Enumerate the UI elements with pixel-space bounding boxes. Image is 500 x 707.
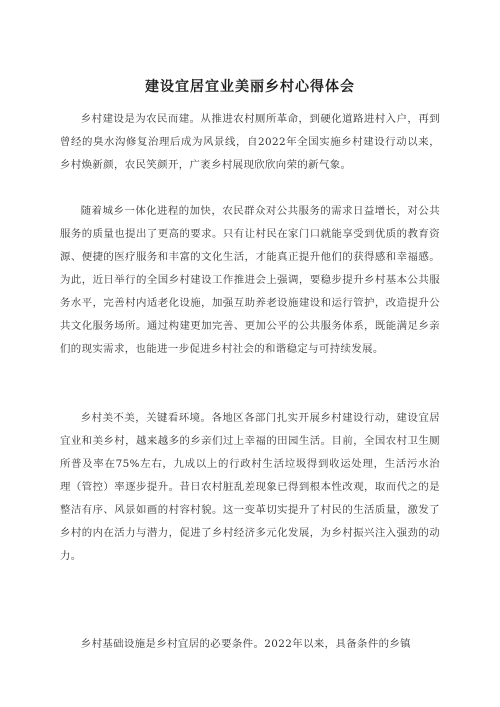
paragraph-4: 乡村基础设施是乡村宜居的必要条件。2022年以来，具备条件的乡镇 — [80, 638, 411, 650]
document-title: 建设宜居宜业美丽乡村心得体会 — [145, 79, 355, 95]
paragraph-1: 乡村建设是为农民而建。从推进农村厕所革命，到硬化道路进村入户，再到曾经的臭水沟修复治理后成为风景线，自2022年全国实施乡村建设行动以来，乡村焕新颜，农民笑颜开，广袤乡村展现欣欣向荣的新气象。 — [60, 113, 440, 171]
paragraph-2: 随着城乡一体化进程的加快，农民群众对公共服务的需求日益增长，对公共服务的质量也提出了更高的要求。只有让村民在家门口就能享受到优质的教育资源、便捷的医疗服务和丰富的文化生活，才能真正提升他们的获得感和幸福感。为此，近日举行的全国乡村建设工作推进会上强调，要稳步提升乡村基本公共服务水平，完善村内适老化设施，加强互助养老设施建设和运行管护，改造提升公共文化服务场所。通过构建更加完善、更加公平的公共服务体系，既能满足乡亲们的现实需求，也能进一步促进乡村社会的和谐稳定与可持续发展。 — [60, 205, 440, 355]
document-page — [60, 0, 440, 707]
paragraph-3: 乡村美不美，关键看环境。各地区各部门扎实开展乡村建设行动，建设宜居宜业和美乡村，越来越多的乡亲们过上幸福的田园生活。目前，全国农村卫生厕所普及率在75%左右，九成以上的行政村生活垃圾得到收运处理，生活污水治理（管控）率逐步提升。昔日农村脏乱差现象已得到根本性改观，取而代之的是整洁有序、风景如画的村容村貌。这一变革切实提升了村民的生活质量，激发了乡村的内在活力与潜力，促进了乡村经济多元化发展，为乡村振兴注入强劲的动力。 — [60, 412, 440, 562]
